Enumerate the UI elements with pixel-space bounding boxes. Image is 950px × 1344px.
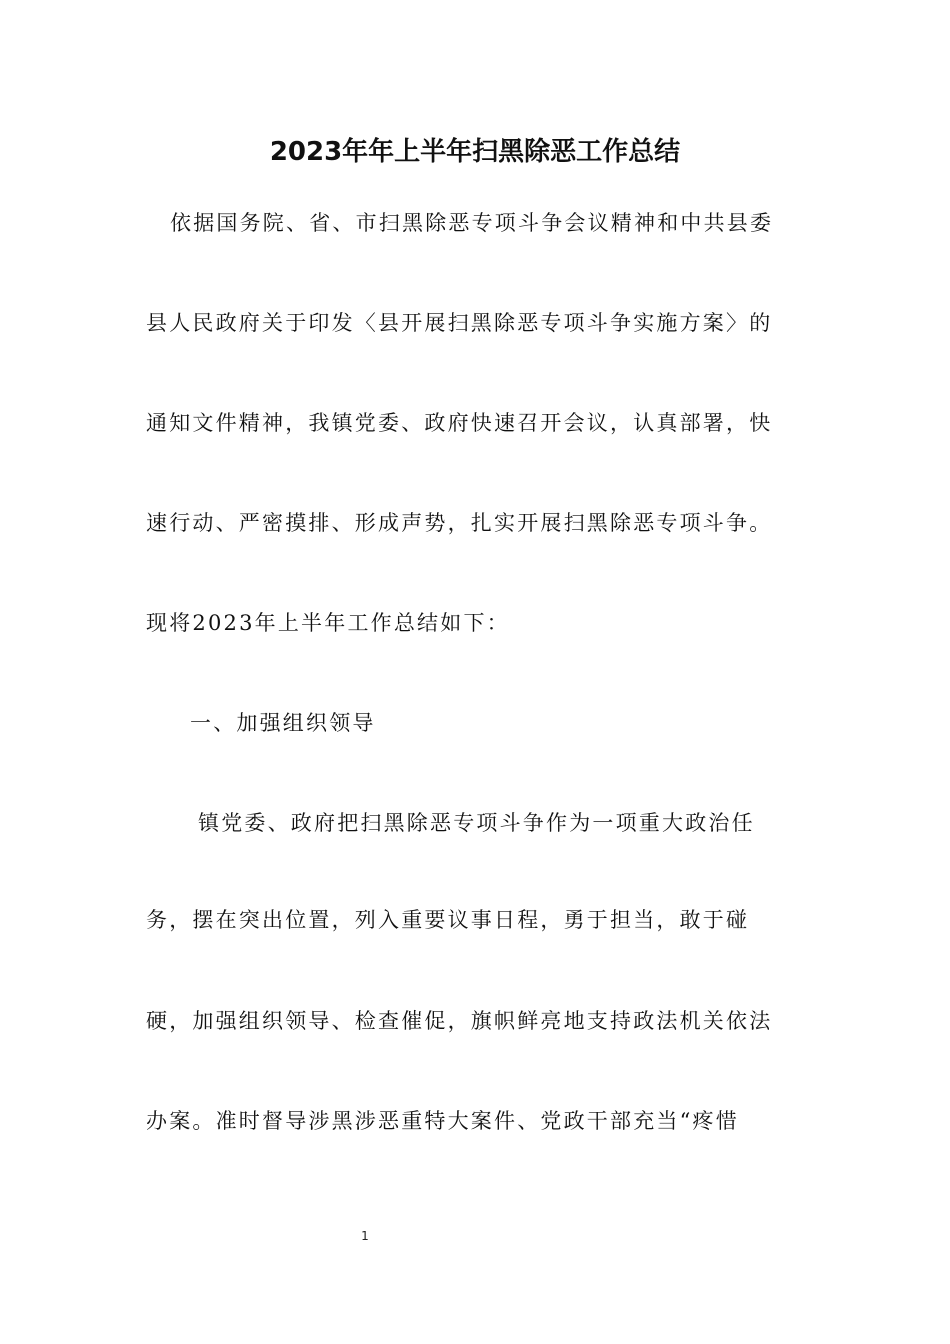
section-heading: 一、加强组织领导 (190, 711, 376, 735)
paragraph-line: 办案。准时督导涉黑涉恶重特大案件、党政干部充当“疼惜 (146, 1109, 739, 1133)
paragraph-line: 速行动、严密摸排、形成声势，扎实开展扫黑除恶专项斗争。 (146, 511, 773, 535)
document-title: 2023年年上半年扫黑除恶工作总结 (269, 137, 681, 167)
paragraph-line: 依据国务院、省、市扫黑除恶专项斗争会议精神和中共县委 (170, 211, 774, 235)
paragraph-line: 通知文件精神，我镇党委、政府快速召开会议，认真部署，快 (146, 411, 773, 435)
paragraph-line: 现将2023年上半年工作总结如下： (146, 611, 510, 635)
page-number: 1 (361, 1229, 369, 1243)
paragraph-line: 县人民政府关于印发〈县开展扫黑除恶专项斗争实施方案〉的 (146, 311, 773, 335)
paragraph-line: 硬，加强组织领导、检查催促，旗帜鲜亮地支持政法机关依法 (146, 1009, 773, 1033)
paragraph-line: 镇党委、政府把扫黑除恶专项斗争作为一项重大政治任 (198, 811, 755, 835)
paragraph-line: 务，摆在突出位置，列入重要议事日程，勇于担当，敢于碰 (146, 908, 750, 932)
